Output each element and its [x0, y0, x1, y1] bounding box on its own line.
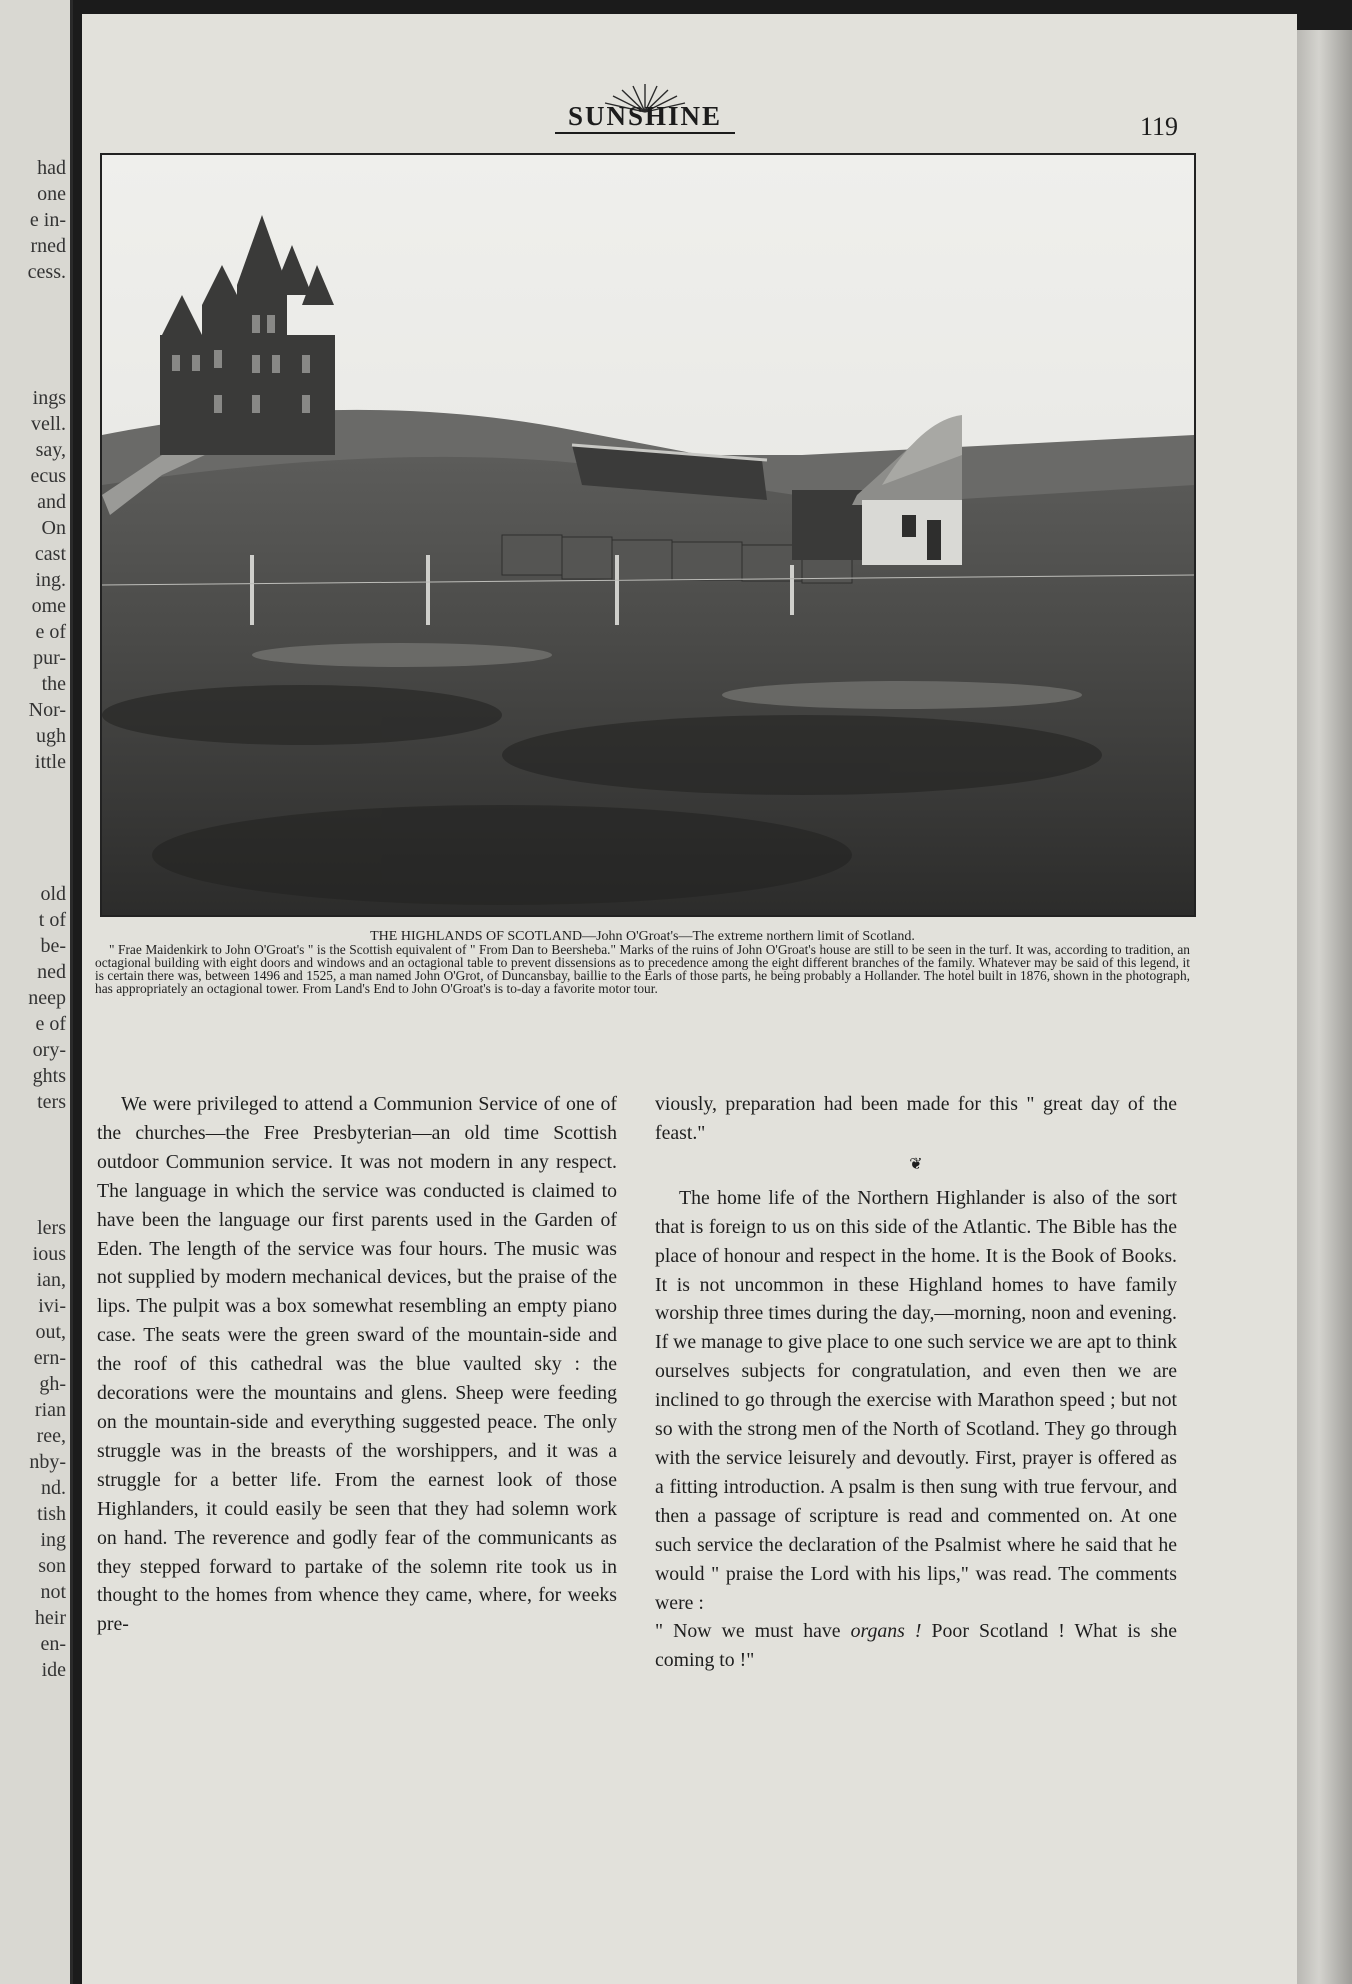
- fleuron-ornament-icon: ❦: [909, 1155, 923, 1173]
- facing-page-text-fragment: old: [40, 883, 66, 905]
- facing-page-text-fragment: had: [37, 157, 66, 179]
- facing-page-text-fragment: the: [41, 673, 66, 695]
- landscape-photo: [102, 155, 1194, 915]
- caption-body: " Frae Maidenkirk to John O'Groat's " is the Scottish equivalent of " From Dan to Beersheba." Marks of the ruins of John O'Groat's house are still to be seen in the turf. It was, according to tradition, an octagional building with eight doors and windows and an octagional table to prevent dissensions as to precedence among the eight different branches of the family. Whatever may be said of this legend, it is certain there was, between 1496 and 1525, a man named John O'Grot, of Duncansbay, baillie to the Earls of those parts, he being probably a Hollander. The hotel built in 1876, shown in the photograph, has appropriately an octagional tower. From Land's End to John O'Groat's is to-day a favorite motor tour.: [95, 942, 1190, 996]
- facing-page-text-fragment: e of: [35, 1013, 66, 1035]
- facing-page-text-fragment: lers: [37, 1217, 66, 1239]
- facing-page-text-fragment: ings: [32, 387, 66, 409]
- page-number: 119: [1140, 112, 1179, 141]
- facing-page-text-fragment: ory-: [32, 1039, 66, 1061]
- facing-page-text-fragment: ned: [37, 961, 66, 983]
- facing-page-text-fragment: neep: [28, 987, 66, 1009]
- paragraph-highland-home-life: The home life of the Northern Highlander is also of the sort that is foreign to us on this side of the Atlantic. The Bible has the place of honour and respect in the home. It is the Book of Books. It is not uncommon in these Highland homes to have family worship three times during the day,—morning, noon and evening. If we manage to give place to one such service we are apt to think ourselves subjects for congratulation, and even then we are inclined to go through the exercise with Marathon speed ; but not so with the strong men of the North of Scotland. They go through with the service leisurely and devoutly. First, prayer is offered as a fitting introduction. A psalm is then sung with true fervour, and then a passage of scripture is read and commented on. At one such service the declaration of the Psalmist where he said that he would " praise the Lord with his lips," was read. The comments were :: [655, 1186, 1177, 1614]
- facing-page-text-fragment: ome: [31, 595, 66, 617]
- facing-page-text-fragment: On: [41, 517, 66, 539]
- facing-page-text-fragment: ious: [32, 1243, 66, 1265]
- facing-page-text-fragment: ing.: [35, 569, 66, 591]
- caption-title: THE HIGHLANDS OF SCOTLAND—John O'Groat's—The extreme northern limit of Scotland.: [370, 929, 915, 944]
- closing-quote-emphasis: organs !: [850, 1620, 922, 1643]
- facing-page-text-fragment: cast: [34, 543, 66, 565]
- facing-page-text-fragment: nby-: [29, 1451, 66, 1473]
- facing-page-text-fragment: be-: [40, 935, 66, 957]
- facing-page-text-fragment: pur-: [33, 647, 66, 669]
- masthead: [555, 78, 735, 138]
- photo-caption: [95, 930, 1190, 995]
- book-spine: [1297, 30, 1352, 1984]
- facing-page-text-fragment: ugh: [36, 725, 66, 747]
- facing-page-text-fragment: ters: [37, 1091, 66, 1113]
- paragraph-closing-quote: [655, 1617, 1177, 1675]
- facing-page-text-fragment: t of: [38, 909, 66, 931]
- facing-page-text-fragment: cess.: [27, 261, 66, 283]
- facing-page-text-fragment: ree,: [36, 1425, 66, 1447]
- facing-page-text-fragment: ian,: [36, 1269, 66, 1291]
- facing-page-text-fragment: ide: [41, 1659, 66, 1681]
- facing-page-text-fragment: nd.: [41, 1477, 66, 1499]
- facing-page-text-fragment: and: [37, 491, 66, 513]
- facing-page-text-fragment: heir: [34, 1607, 66, 1629]
- closing-quote-end: Poor Scotland ! What is she coming to !": [655, 1620, 1177, 1672]
- facing-page-text-fragment: rian: [34, 1399, 66, 1421]
- facing-page-text-fragment: ghts: [32, 1065, 66, 1087]
- facing-page-text-fragment: en-: [40, 1633, 66, 1655]
- facing-page-text-fragment: e of: [35, 621, 66, 643]
- facing-page-text-fragment: out,: [35, 1321, 66, 1343]
- closing-quote-start: " Now we must have: [655, 1620, 851, 1643]
- facing-page-text-fragment: one: [37, 183, 66, 205]
- facing-page-text-fragment: ecus: [30, 465, 66, 487]
- facing-page-text-fragment: not: [40, 1581, 66, 1603]
- facing-page-text-fragment: rned: [30, 235, 66, 257]
- article-left-column: [97, 1090, 617, 1639]
- paragraph-continuation: viously, preparation had been made for this " great day of the feast.": [655, 1093, 1177, 1144]
- facing-page-text-fragment: e in-: [29, 209, 66, 231]
- facing-page-text-fragment: son: [38, 1555, 66, 1577]
- journal-title: SUNSHINE: [555, 100, 735, 134]
- paragraph-communion-service: We were privileged to attend a Communion Service of one of the churches—the Free Presbyterian—an old time Scottish outdoor Communion service. It was not modern in any respect. The language in which the service was conducted is claimed to have been the language our first parents used in the Garden of Eden. The length of the service was four hours. The music was not supplied by modern mechanical devices, but the praise of the lips. The pulpit was a box somewhat resembling an empty piano case. The seats were the green sward of the mountain-side and the roof of this cathedral was the blue vaulted sky : the decorations were the mountains and glens. Sheep were feeding on the mountain-side and everything suggested peace. The only struggle was in the breasts of the worshippers, and it was a struggle for a better life. From the earnest look of those Highlanders, it could easily be seen that they had solemn work on hand. The reverence and godly fear of the communicants as they stepped forward to partake of the solemn rite took us in thought to the homes from whence they came, where, for weeks pre-: [97, 1093, 617, 1636]
- facing-page-text-fragment: vell.: [31, 413, 66, 435]
- previous-page-edge: [0, 0, 73, 1984]
- article-right-column: [655, 1090, 1177, 1675]
- facing-page-text-fragment: ing: [40, 1529, 66, 1551]
- facing-page-text-fragment: tish: [37, 1503, 66, 1525]
- facing-page-text-fragment: say,: [35, 439, 66, 461]
- facing-page-text-fragment: ittle: [34, 751, 66, 773]
- facing-page-text-fragment: Nor-: [28, 699, 66, 721]
- facing-page-text-fragment: ern-: [33, 1347, 66, 1369]
- facing-page-text-fragment: ivi-: [38, 1295, 66, 1317]
- photograph-john-ogroats-hotel: [100, 153, 1196, 917]
- facing-page-text-fragment: gh-: [39, 1373, 66, 1395]
